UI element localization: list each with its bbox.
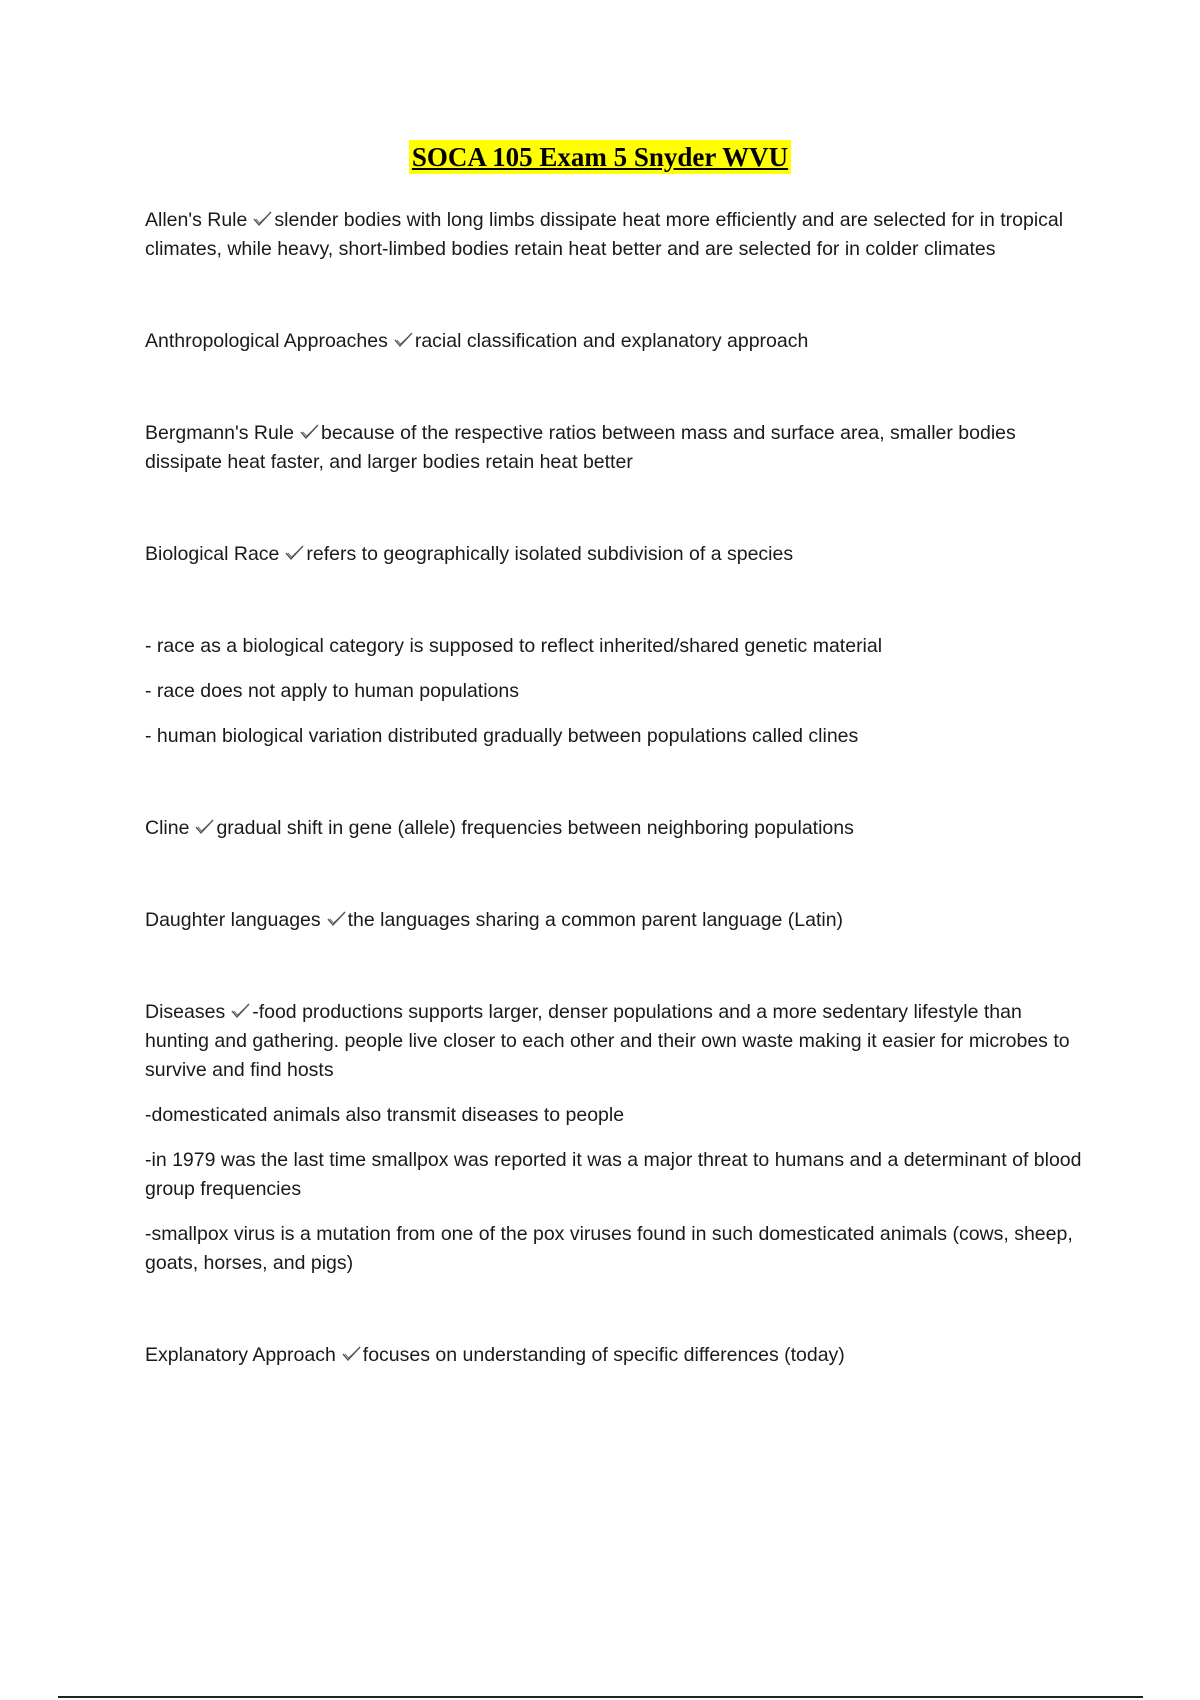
spacer: [145, 1085, 1085, 1101]
entry-cline: [145, 814, 1085, 843]
entry-daughter-languages: [145, 906, 1085, 935]
entry-definition: focuses on understanding of specific differences (today): [362, 1344, 845, 1366]
entry-detail-line: -domesticated animals also transmit diseases to people: [145, 1104, 625, 1126]
entry-biological-race: [145, 540, 1085, 569]
entry-detail-line: - race does not apply to human populations: [145, 680, 519, 702]
spacer: [145, 843, 1085, 906]
entry-allens-rule: [145, 206, 1085, 264]
spacer: [145, 477, 1085, 540]
entry-detail-line: - race as a biological category is supposed to reflect inherited/shared genetic material: [145, 635, 883, 657]
entry-detail-line: -smallpox virus is a mutation from one of the pox viruses found in such domesticated animals (cows, sheep, goats, horses, and pigs): [145, 1223, 1073, 1274]
entry-detail-line: -in 1979 was the last time smallpox was reported it was a major threat to humans and a determinant of blood group frequencies: [145, 1149, 1082, 1200]
entry-term: Biological Race: [145, 543, 280, 565]
footer-divider: [58, 1696, 1143, 1698]
entry-definition: because of the respective ratios between mass and surface area, smaller bodies dissipate heat faster, and larger bodies retain heat better: [145, 422, 1016, 473]
entry-term: Allen's Rule: [145, 209, 248, 231]
document-title: SOCA 105 Exam 5 Snyder WVU: [409, 140, 791, 174]
entry-term: Explanatory Approach: [145, 1344, 336, 1366]
entry-bergmanns-rule: [145, 419, 1085, 477]
spacer: [145, 264, 1085, 327]
entry-term: Cline: [145, 817, 190, 839]
spacer: [145, 661, 1085, 677]
entry-definition: the languages sharing a common parent language (Latin): [347, 909, 844, 931]
entry-detail-line: - human biological variation distributed gradually between populations called clines: [145, 725, 859, 747]
entry-anthropological-approaches: [145, 327, 1085, 356]
checkmark-icon: [325, 910, 347, 928]
checkmark-icon: [229, 1002, 251, 1020]
entry-definition: gradual shift in gene (allele) frequencies between neighboring populations: [216, 817, 854, 839]
entry-definition: slender bodies with long limbs dissipate heat more efficiently and are selected for in tropical climates, while heavy, short-limbed bodies retain heat better and are selected for in colder climates: [145, 209, 1064, 260]
checkmark-icon: [251, 210, 273, 228]
entry-term: Daughter languages: [145, 909, 321, 931]
checkmark-icon: [392, 331, 414, 349]
spacer: [145, 356, 1085, 419]
spacer: [145, 706, 1085, 722]
flashcard-list: [145, 206, 1085, 1370]
entry-term: Diseases: [145, 1001, 226, 1023]
spacer: [145, 935, 1085, 998]
checkmark-icon: [283, 544, 305, 562]
entry-definition: -food productions supports larger, denser populations and a more sedentary lifestyle than hunting and gathering. people live closer to each other and their own waste making it easier for microbes to survive and find hosts: [145, 1001, 1070, 1081]
entry-definition: refers to geographically isolated subdivision of a species: [306, 543, 794, 565]
entry-explanatory-approach: [145, 1341, 1085, 1370]
spacer: [145, 1204, 1085, 1220]
title-container: [0, 140, 1200, 174]
entry-term: Anthropological Approaches: [145, 330, 388, 352]
spacer: [145, 569, 1085, 632]
spacer: [145, 751, 1085, 814]
checkmark-icon: [193, 818, 215, 836]
entry-definition: racial classification and explanatory approach: [414, 330, 809, 352]
entry-diseases: [145, 998, 1085, 1085]
checkmark-icon: [340, 1345, 362, 1363]
spacer: [145, 1130, 1085, 1146]
entry-term: Bergmann's Rule: [145, 422, 294, 444]
spacer: [145, 1278, 1085, 1341]
checkmark-icon: [298, 423, 320, 441]
